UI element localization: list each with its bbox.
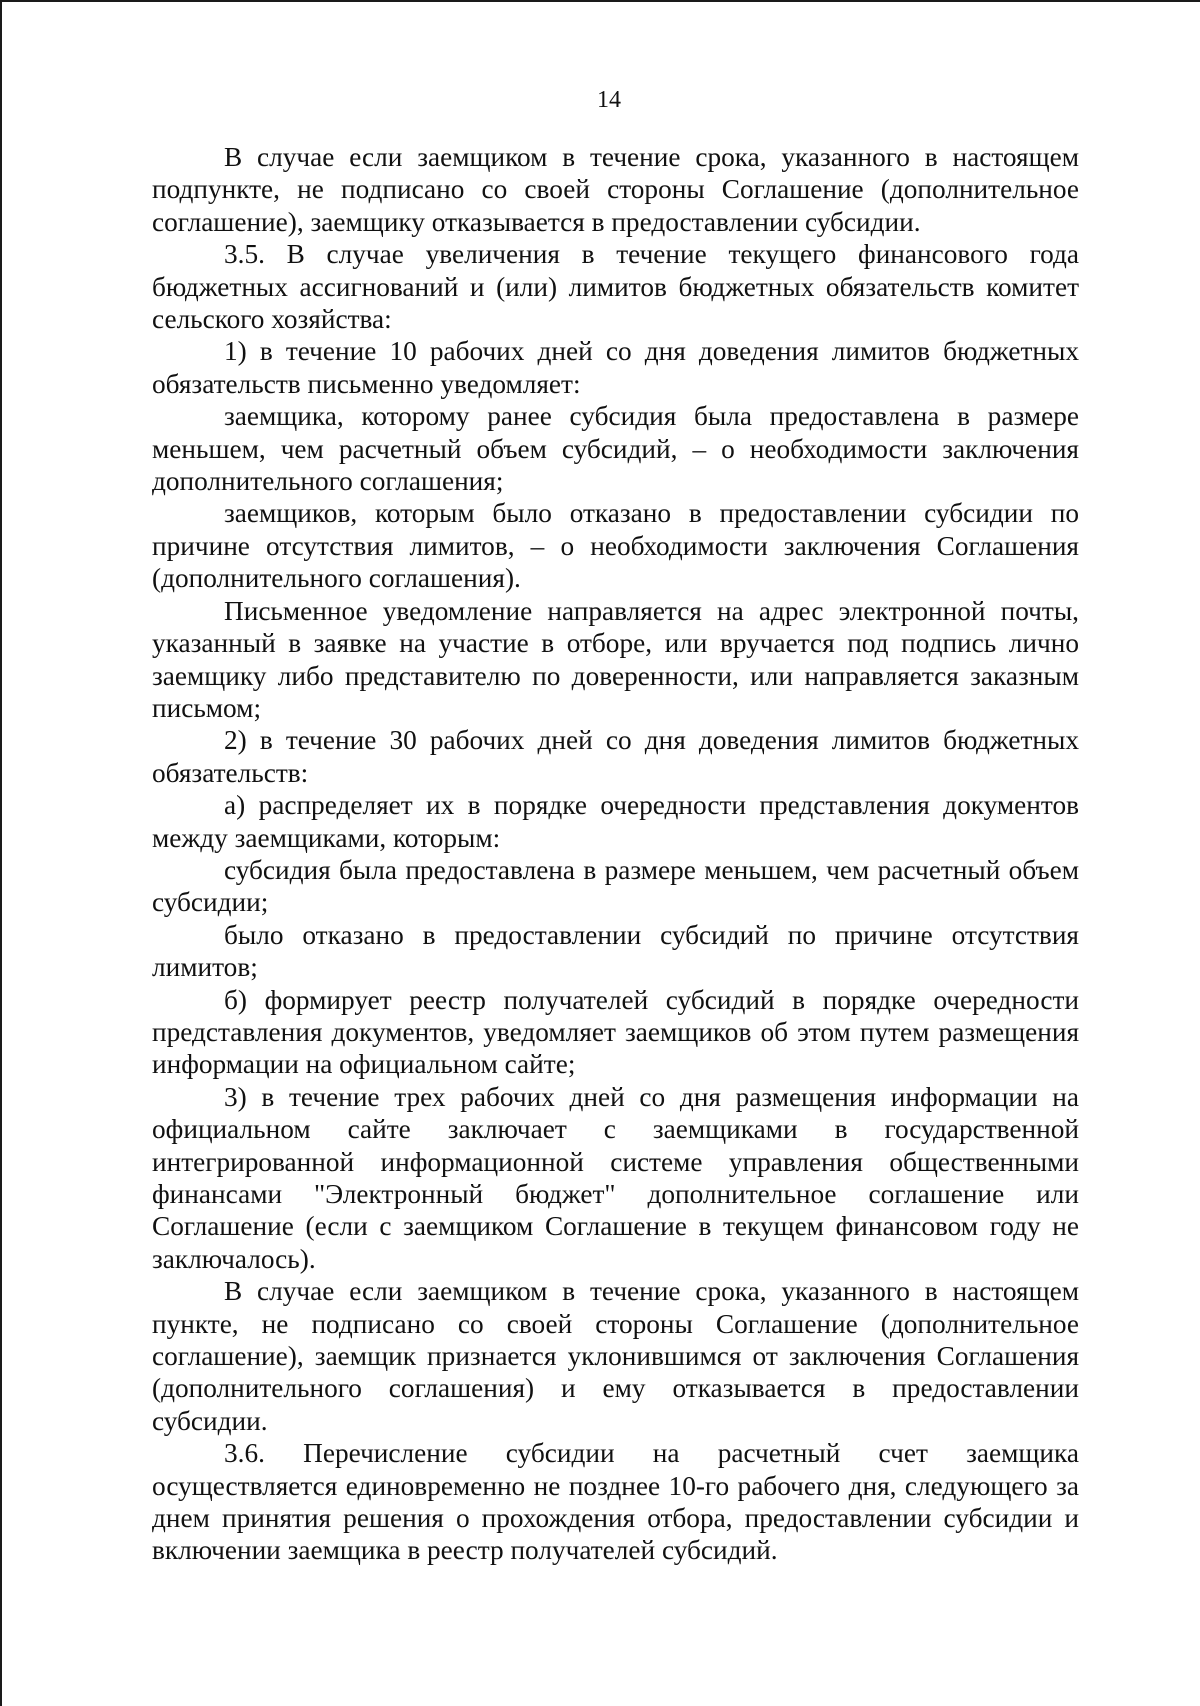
- paragraph-3-5: 3.5. В случае увеличения в течение текущего финансового года бюджетных ассигнований и (или) лимитов бюджетных обязательств комитет сельского хозяйства:: [152, 239, 1079, 335]
- paragraph-3-5-item-1: 1) в течение 10 рабочих дней со дня доведения лимитов бюджетных обязательств письменно уведомляет:: [152, 336, 1079, 399]
- page-number: 14: [597, 87, 621, 113]
- scan-edge-left: [0, 0, 2, 1706]
- document-body: [152, 141, 1079, 1567]
- paragraph-refused-limits: было отказано в предоставлении субсидий по причине отсутствия лимитов;: [152, 919, 1079, 983]
- paragraph-notify-borrowers: заемщиков, которым было отказано в предоставлении субсидии по причине отсутствия лимитов, – о необходимости заключения Соглашения (дополнительного соглашения).: [152, 498, 1079, 594]
- paragraph-written-notice: Письменное уведомление направляется на адрес электронной почты, указанный в заявке на участие в отборе, или вручается под подпись лично заемщику либо представителю по доверенности, или направляется заказным письмом;: [152, 595, 1079, 723]
- paragraph-subsidy-smaller: субсидия была предоставлена в размере меньшем, чем расчетный объем субсидии;: [152, 854, 1079, 918]
- paragraph-refusal-point: В случае если заемщиком в течение срока, указанного в настоящем пункте, не подписано со своей стороны Соглашение (дополнительное соглашение), заемщик признается уклонившимся от заключения Соглашения (дополнительного соглашения) и ему отказывается в предоставлении субсидии.: [152, 1276, 1079, 1436]
- paragraph-item-2a: а) распределяет их в порядке очередности представления документов между заемщиками, которым:: [152, 790, 1079, 853]
- paragraph-3-5-item-2: 2) в течение 30 рабочих дней со дня доведения лимитов бюджетных обязательств:: [152, 725, 1079, 788]
- paragraph-3-6: 3.6. Перечисление субсидии на расчетный счет заемщика осуществляется единовременно не позднее 10-го рабочего дня, следующего за днем принятия решения о прохождения отбора, предоставлении субсидии и включении заемщика в реестр получателей субсидий.: [152, 1438, 1079, 1566]
- paragraph-notify-borrower: заемщика, которому ранее субсидия была предоставлена в размере меньшем, чем расчетный объем субсидий, – о необходимости заключения дополнительного соглашения;: [152, 401, 1079, 497]
- paragraph-item-2b: б) формирует реестр получателей субсидий в порядке очередности представления документов, уведомляет заемщиков об этом путем размещения информации на официальном сайте;: [152, 984, 1079, 1080]
- paragraph-refusal-subpoint: В случае если заемщиком в течение срока, указанного в настоящем подпункте, не подписано со своей стороны Соглашение (дополнительное соглашение), заемщику отказывается в предоставлении субсидии.: [152, 142, 1079, 237]
- paragraph-3-5-item-3: 3) в течение трех рабочих дней со дня размещения информации на официальном сайте заключает с заемщиками в государственной интегрированной информационной системе управления общественными финансами "Электронный бюджет" дополнительное соглашение или Соглашение (если с заемщиком Соглашение в текущем финансовом году не заключалось).: [152, 1081, 1079, 1274]
- scan-edge-top: [0, 0, 1200, 2]
